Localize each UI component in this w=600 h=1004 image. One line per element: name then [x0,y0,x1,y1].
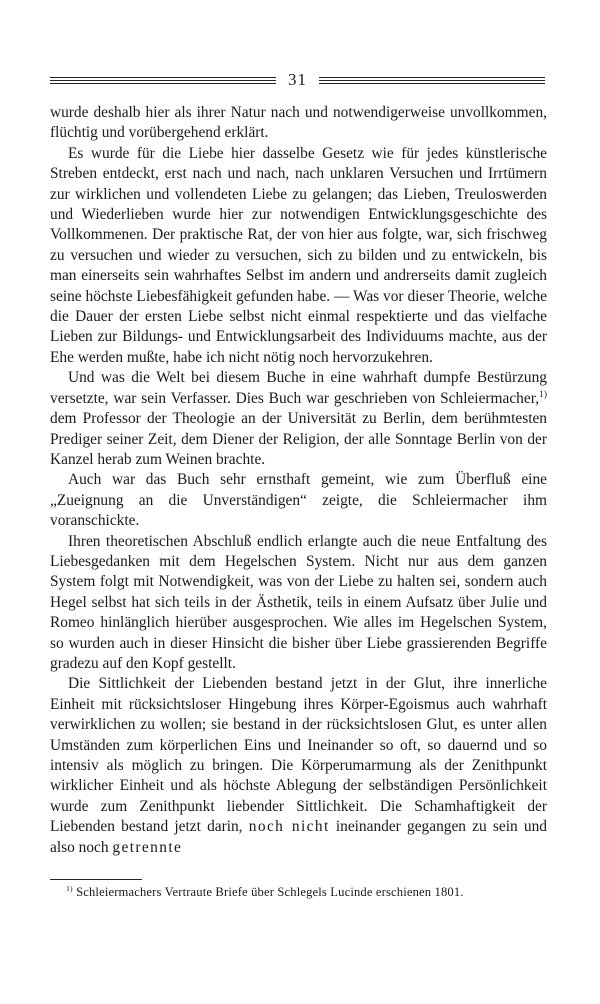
paragraph-text: Ihren theoretischen Abschluß endlich erlangte auch die neue Entfaltung des Liebesgedanken mit dem Hegelschen System. Nicht nur aus dem ganzen System folgt mit Notwendigkeit, was von der Liebe zu halten sei, sondern auch Hegel selbst hat sich teils in der Ästhetik, teils in einem Aufsatz über Julie und Romeo hinlänglich hierüber ausgesprochen. Wie alles im Hegelschen System, so wurden auch in dieser Hinsicht die bisher über Liebe grassierenden Begriffe gradezu auf den Kopf gestellt. [50,532,547,672]
header-rule-right [319,77,545,84]
paragraph-text: dem Professor der Theologie an der Universität zu Berlin, dem berühmtesten Prediger seiner Zeit, dem Diener der Religion, der alle Sonntage Berlin von der Kanzel herab zum Weinen brachte. [50,410,547,468]
paragraph-text: Auch war das Buch sehr ernsthaft gemeint, wie zum Überfluß eine „Zueignung an die Unverständigen“ zeigte, die Schleiermacher ihm voranschickte. [50,471,547,530]
footnote [66,884,547,900]
header-rule-left [50,77,276,84]
footnote-reference: 1) [539,388,547,400]
paragraph-text: Die Sittlichkeit der Liebenden bestand jetzt in der Glut, ihre innerliche Einheit mit rücksichtsloser Hingebung ihres Körper-Egoismus auch wahrhaft verwirklichen zu wollen; sie bestand in der rücksichtslosen Glut, es unter allen Umständen zum körperlichen Eins und Ineinander so oft, so dauernd und so intensiv als möglich zu bringen. Die Körperumarmung als der Zenithpunkt wirklicher Einheit und als höchste Ablegung der selbständigen Persönlichkeit wurde zum Zenithpunkt liebender Sittlichkeit. Die Schamhaftigkeit der Liebenden bestand jetzt darin, [50,675,547,836]
emphasized-text: getrennte [112,838,183,856]
paragraph [50,674,547,858]
paragraph [50,144,547,368]
page-header [50,70,545,90]
paragraph-text: Es wurde für die Liebe hier dasselbe Gesetz wie für jedes künstlerische Streben entdeckt, erst nach und nach, nach unklaren Versuchen und Irrtümern zur wirklichen und vollendeten Liebe zu gelangen; das Lieben, Treuloswerden und Wiederlieben wurde hier zur notwendigen Entwicklungsgeschichte des Vollkommenen. Der praktische Rat, der von hier aus folgte, war, sich frischweg zu versuchen und wieder zu versuchen, sich zu bilden und zu entwickeln, bis man einerseits sein wahrhaftes Selbst im andern und andrerseits damit zugleich seine höchste Liebesfähigkeit gefunden habe. — Was vor dieser Theorie, welche die Dauer der ersten Liebe selbst nicht einmal respektierte und das vielfache Lieben zur Bildungs- und Entwicklungsarbeit des Individuums machte, aus der Ehe werden mußte, habe ich nicht nötig noch hervorzukehren. [50,144,547,366]
page-number: 31 [288,70,307,89]
paragraph-text: wurde deshalb hier als ihrer Natur nach und notwendigerweise unvollkommen, flüchtig und vorübergehend erklärt. [50,104,547,142]
paragraph [50,368,547,470]
footnote-divider [50,879,142,880]
paragraph-text: ineinander gegangen zu sein und also noch [50,818,547,856]
paragraph [50,103,547,144]
paragraph-text: Und was die Welt bei diesem Buche in eine wahrhaft dumpfe Bestürzung versetzte, war sein Verfasser. Dies Buch war geschrieben von Schleiermacher, [50,369,547,407]
paragraph [50,532,547,675]
footnote-text: Schleiermachers Vertraute Briefe über Schlegels Lucinde erschienen 1801. [72,885,464,899]
paragraph [50,470,547,531]
emphasized-text: noch nicht [248,818,330,836]
body-text [50,103,547,858]
footnote-marker: 1) [66,883,73,893]
